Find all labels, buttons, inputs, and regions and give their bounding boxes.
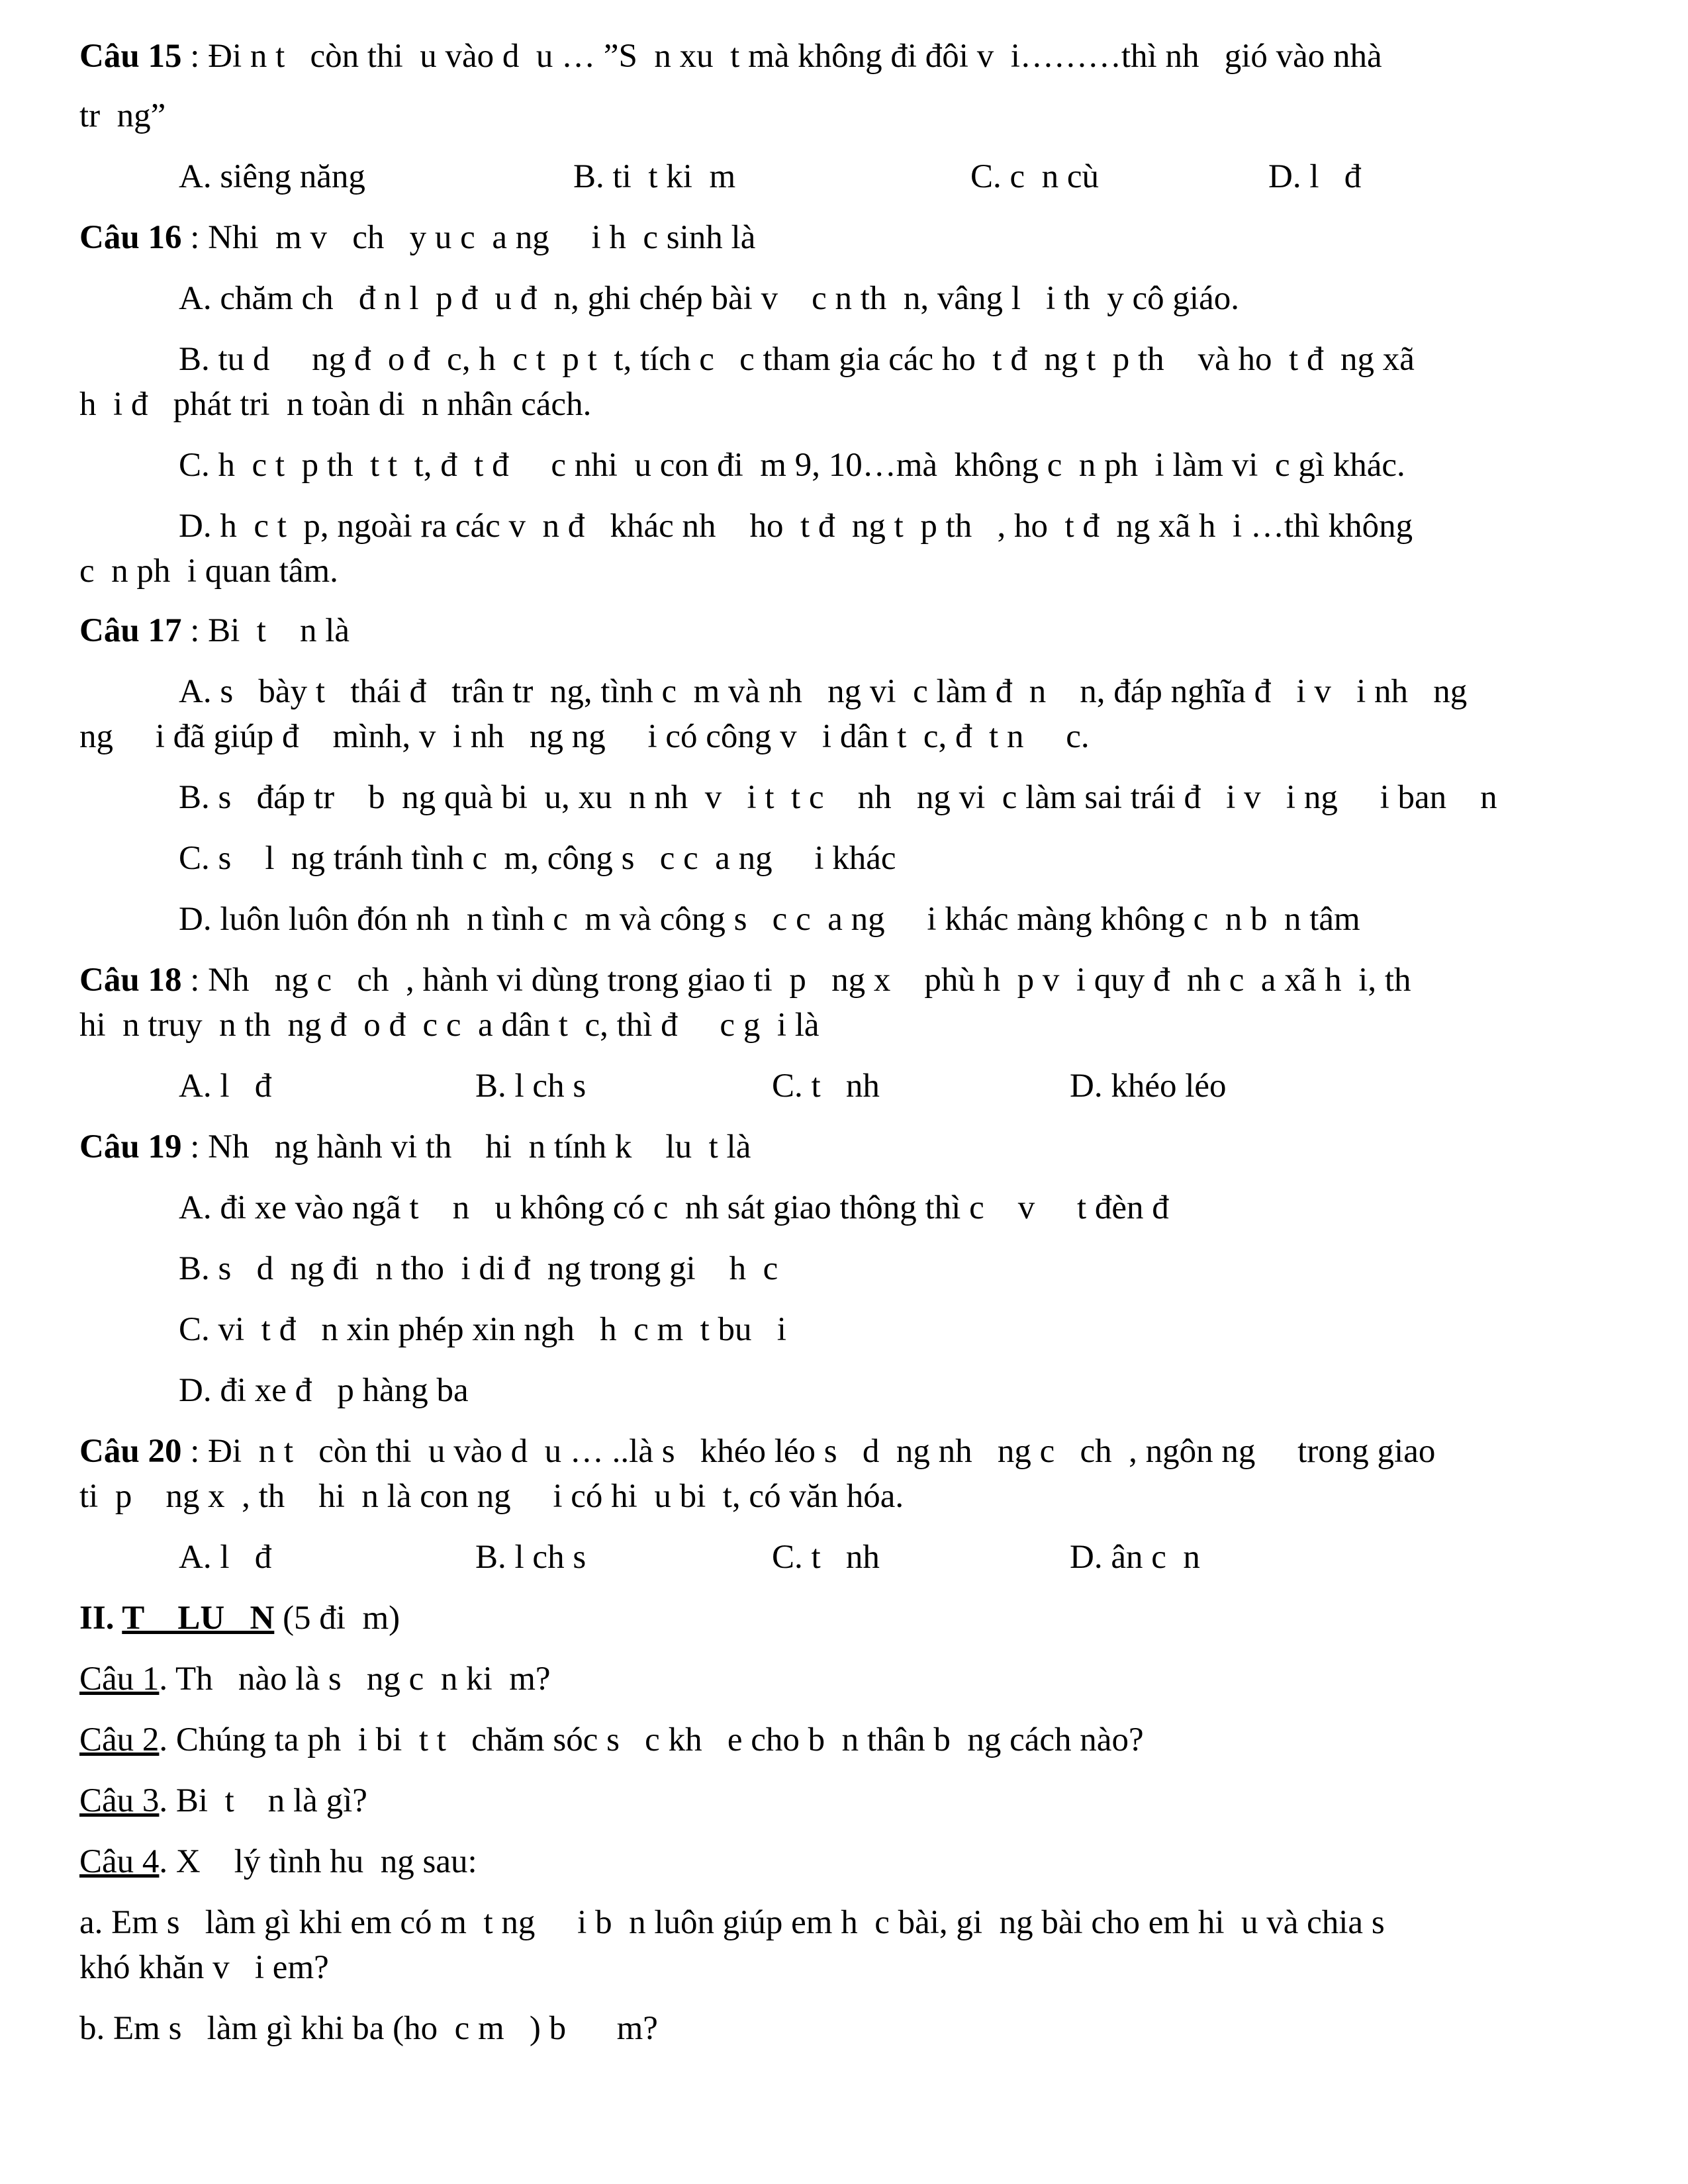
- question-16: [79, 216, 755, 259]
- option-c: C. s l ng tránh tình c m, công s c c a ng i khác: [179, 840, 896, 877]
- essay-text: . Chúng ta ph i bi t t chăm sóc s c kh e cho b n thân b ng cách nào?: [159, 1721, 1144, 1758]
- question-text: : Đi n t còn thi u vào d u … ”S n xu t mà không đi đôi v i………thì nh gió vào nhà: [181, 38, 1382, 75]
- situation-a: a. Em s làm gì khi em có m t ng i b n luôn giúp em h c bài, gi ng bài cho em hi u và chia s: [79, 1904, 1385, 1941]
- option-a-cont: ng i đã giúp đ mình, v i nh ng ng i có công v i dân t c, đ t n c.: [79, 718, 1090, 755]
- essay-number: Câu 4: [79, 1843, 160, 1880]
- option-b: B. s d ng đi n tho i di đ ng trong gi h c: [179, 1250, 778, 1287]
- option-b: B. l ch s: [475, 1539, 586, 1576]
- essay-number: Câu 1: [79, 1661, 160, 1698]
- question-number: Câu 16: [79, 219, 182, 256]
- question-20: [79, 1430, 1435, 1473]
- option-d: D. đi xe đ p hàng ba: [179, 1372, 469, 1409]
- question-20-cont: ti p ng x , th hi n là con ng i có hi u bi t, có văn hóa.: [79, 1478, 904, 1515]
- section-title: T LU N: [122, 1600, 275, 1637]
- option-d: D. khéo léo: [1070, 1068, 1227, 1105]
- option-a: A. siêng năng: [179, 158, 365, 195]
- option-c: C. t nh: [772, 1539, 880, 1576]
- essay-text: . Bi t n là gì?: [159, 1782, 367, 1819]
- essay-question-3: [79, 1779, 367, 1823]
- option-a: A. đi xe vào ngã t n u không có c nh sát giao thông thì c v t đèn đ: [179, 1189, 1169, 1226]
- option-b: B. tu d ng đ o đ c, h c t p t t, tích c c tham gia các ho t đ ng t p th và ho t đ ng xã: [179, 341, 1415, 378]
- question-number: Câu 19: [79, 1128, 182, 1165]
- essay-question-4: [79, 1840, 477, 1884]
- option-d-cont: c n ph i quan tâm.: [79, 553, 338, 590]
- question-text: : Đi n t còn thi u vào d u … ..là s khéo léo s d ng nh ng c ch , ngôn ng trong giao: [181, 1433, 1436, 1470]
- option-d: D. luôn luôn đón nh n tình c m và công s c c a ng i khác màng không c n b n tâm: [179, 901, 1360, 938]
- option-c: C. c n cù: [970, 158, 1100, 195]
- option-a: A. l đ: [179, 1068, 272, 1105]
- question-text: : Nhi m v ch y u c a ng i h c sinh là: [181, 219, 756, 256]
- question-number: Câu 15: [79, 38, 182, 75]
- option-a: A. s bày t thái đ trân tr ng, tình c m và nh ng vi c làm đ n n, đáp nghĩa đ i v i nh ng: [179, 673, 1468, 710]
- question-number: Câu 20: [79, 1433, 182, 1470]
- option-c: C. h c t p th t t t, đ t đ c nhi u con đi m 9, 10…mà không c n ph i làm vi c gì khác.: [179, 447, 1405, 484]
- option-b: B. l ch s: [475, 1068, 586, 1105]
- question-text: : Bi t n là: [181, 612, 350, 649]
- option-a: A. chăm ch đ n l p đ u đ n, ghi chép bài v c n th n, vâng l i th y cô giáo.: [179, 280, 1239, 317]
- question-18-cont: hi n truy n th ng đ o đ c c a dân t c, thì đ c g i là: [79, 1007, 820, 1044]
- section-points: (5 đi m): [274, 1600, 400, 1637]
- question-text: : Nh ng hành vi th hi n tính k lu t là: [181, 1128, 751, 1165]
- option-b: B. ti t ki m: [573, 158, 736, 195]
- question-number: Câu 17: [79, 612, 182, 649]
- option-d: D. h c t p, ngoài ra các v n đ khác nh ho t đ ng t p th , ho t đ ng xã h i …thì không: [179, 508, 1413, 545]
- essay-question-1: [79, 1657, 551, 1701]
- option-c: C. t nh: [772, 1068, 880, 1105]
- essay-number: Câu 2: [79, 1721, 160, 1758]
- question-18: [79, 958, 1411, 1002]
- section-heading: [79, 1596, 400, 1640]
- option-d: D. l đ: [1268, 158, 1362, 195]
- essay-number: Câu 3: [79, 1782, 160, 1819]
- option-d: D. ân c n: [1070, 1539, 1200, 1576]
- option-a: A. l đ: [179, 1539, 272, 1576]
- essay-text: . Th nào là s ng c n ki m?: [159, 1661, 551, 1698]
- question-number: Câu 18: [79, 962, 182, 999]
- option-b: B. s đáp tr b ng quà bi u, xu n nh v i t t c nh ng vi c làm sai trái đ i v i ng i ban n: [179, 779, 1497, 816]
- situation-b: b. Em s làm gì khi ba (ho c m ) b m?: [79, 2010, 658, 2047]
- essay-text: . X lý tình hu ng sau:: [159, 1843, 477, 1880]
- question-text: : Nh ng c ch , hành vi dùng trong giao ti p ng x phù h p v i quy đ nh c a xã h i, th: [181, 962, 1411, 999]
- option-b-cont: h i đ phát tri n toàn di n nhân cách.: [79, 386, 592, 423]
- question-15-cont: tr ng”: [79, 97, 166, 134]
- question-15: [79, 34, 1382, 78]
- question-17: [79, 609, 350, 653]
- situation-a-cont: khó khăn v i em?: [79, 1949, 329, 1986]
- option-c: C. vi t đ n xin phép xin ngh h c m t bu i: [179, 1311, 786, 1348]
- section-label: II.: [79, 1600, 122, 1637]
- essay-question-2: [79, 1718, 1144, 1762]
- question-19: [79, 1125, 751, 1169]
